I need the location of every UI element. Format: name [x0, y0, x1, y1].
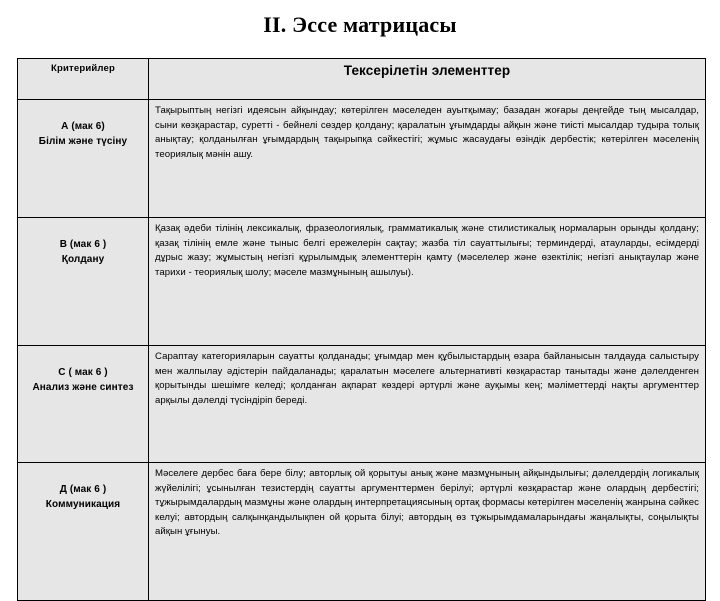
column-header-criteria: Критерийлер	[18, 59, 149, 100]
criterion-code-a: А (мак 6)	[61, 121, 105, 132]
criterion-name-c: Анализ және синтез	[32, 381, 134, 393]
criterion-code-d: Д (мак 6 )	[59, 484, 107, 495]
criterion-cell-b	[18, 218, 149, 346]
criterion-cell-c	[18, 346, 149, 463]
table-row	[18, 100, 706, 218]
table-row	[18, 463, 706, 601]
table-row	[18, 218, 706, 346]
criterion-cell-d	[18, 463, 149, 601]
essay-matrix-container	[17, 58, 705, 601]
table-row	[18, 346, 706, 463]
criterion-description-c: Сараптау категорияларын сауатты қолданады; ұғымдар мен құбылыстардың өзара байланысын талдауда салыстыру мен жалпылау әдістерін пайдаланады; қаралатын мәселеге альтернативті көзқарастар танытады және дәлелденген қорытынды шешімге келеді; қолданған ақпарат көздері әртүрлі және ауқымы кең; мәліметтерді нақты аргументтер арқылы дәлелді түсіндіріп береді.	[149, 346, 706, 463]
criterion-name-d: Коммуникация	[45, 498, 121, 510]
criterion-cell-a	[18, 100, 149, 218]
criterion-description-b: Қазақ әдеби тілінің лексикалық, фразеологиялық, грамматикалық және стилистикалық нормаларын орынды қолдану; қазақ тілінің емле және тыныс белгі ережелерін сақтау; жазба тіл сауаттылығы; терминдерді, атауларды, есімдерді дұрыс жазу; жұмыстың негізгі құрылымдық элементтерін қамту (мәселелер және өзектілік; негізгі анықтаулар және тарихи - теориялық шолу; мәселе мазмұнының ашылуы).	[149, 218, 706, 346]
criterion-description-a: Тақырыптың негізгі идеясын айқындау; көтерілген мәселеден ауытқымау; базадан жоғары деңгейде тың мысалдар, сыни көзқарастар, суретті - бейнелі сөздер қолдану; қаралатын ұғымдарды айқын және тиісті мысалдар тудыра толық анықтау; қолданылған ұғымдардың тақырыпқа сәйкестігі; жұмыс жасаудағы өзіндік дербестік; көтерілген мәселенің теориялық мәнін ашу.	[149, 100, 706, 218]
criterion-name-a: Білім және түсіну	[38, 135, 128, 147]
page-title: II. Эссе матрицасы	[263, 12, 457, 37]
criterion-code-b: В (мак 6 )	[59, 239, 107, 250]
criterion-code-c: С ( мак 6 )	[58, 367, 108, 378]
criterion-description-d: Мәселеге дербес баға бере білу; авторлық ой қорытуы анық және мазмұнының айқындылығы; дәлелдердің логикалық жүйелілігі; ұсынылған тезистердің сауатты аргументтермен берілуі; әртүрлі көзқарастар және олардың дербестігі; тұжырымдалардың мазмұны және олардың интерпретациясының ортақ формасы көтерілген мәселенің жанрына сәйкес келуі; автордың салқынқандылықпен ой қорыта білуі; автордың өз тұжырымдамаларындағы жаңалықты, соңылықты айқын ұғынуы.	[149, 463, 706, 601]
column-header-elements: Тексерілетін элементтер	[149, 59, 706, 100]
essay-matrix-table	[17, 58, 706, 601]
table-header-row	[18, 59, 706, 100]
criterion-name-b: Қолдану	[61, 253, 105, 265]
